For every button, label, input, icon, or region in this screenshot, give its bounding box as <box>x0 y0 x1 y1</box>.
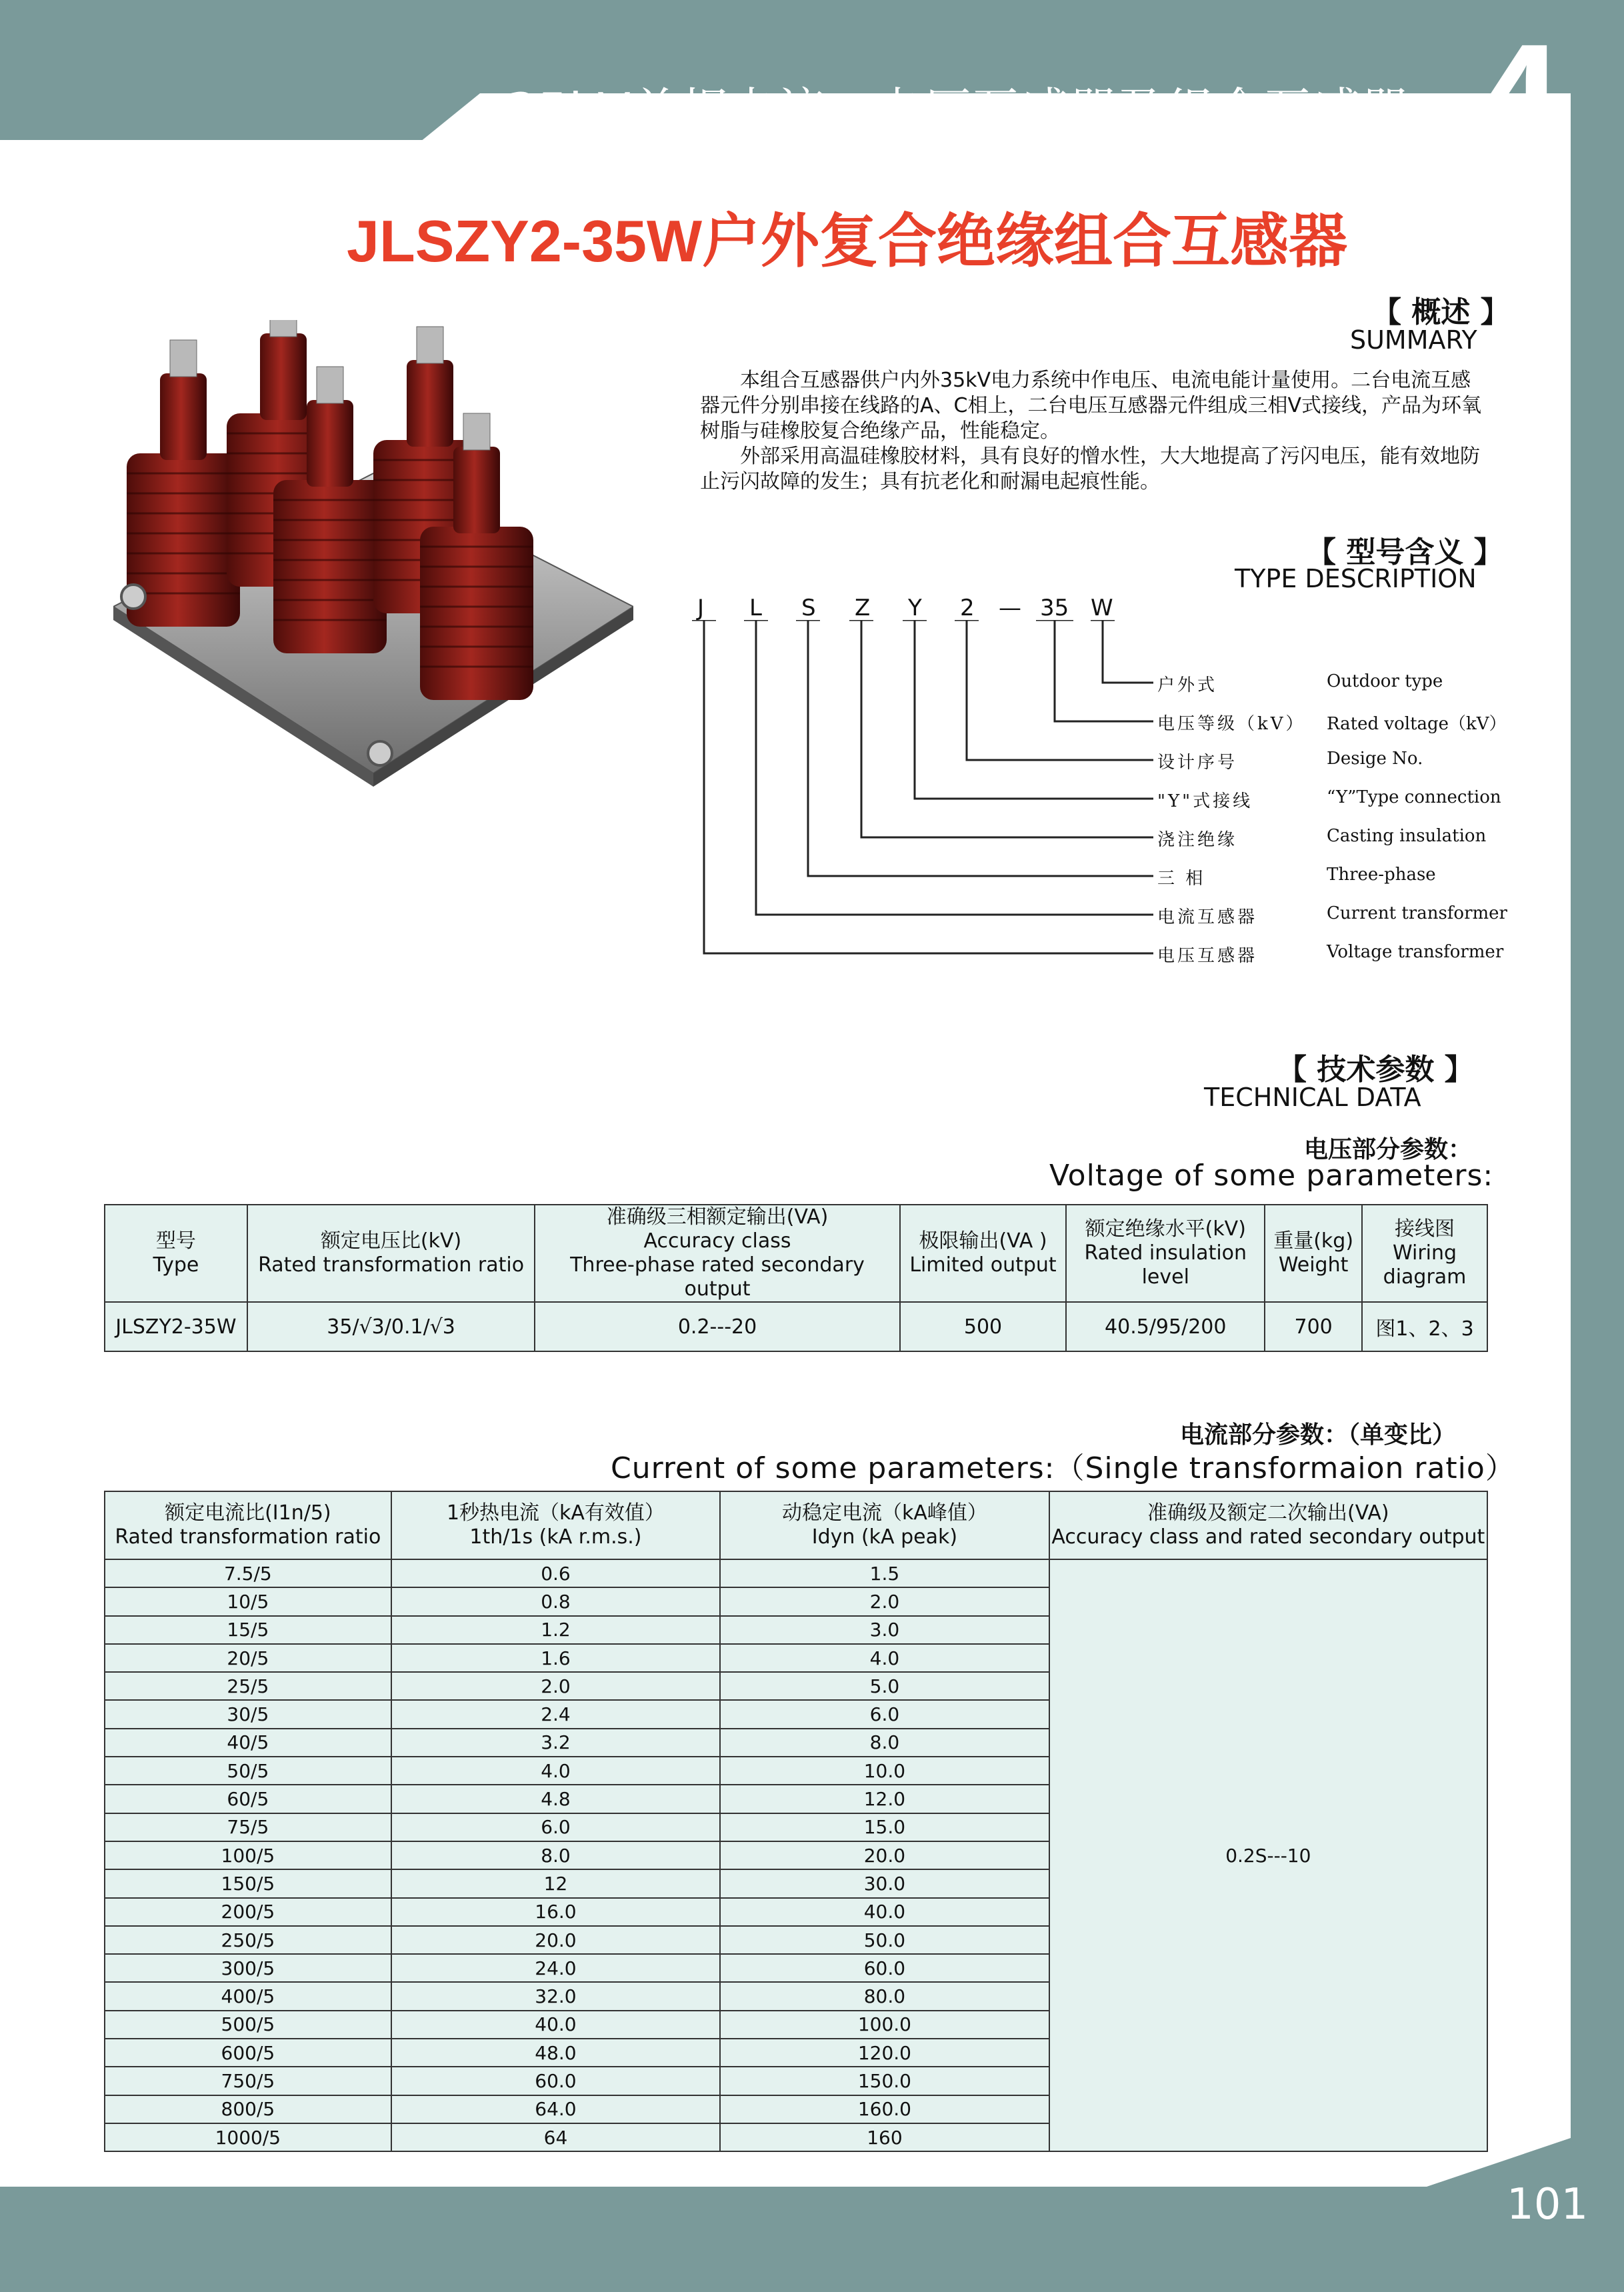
type-letter-s: S <box>801 595 816 621</box>
current-cell: 6.0 <box>391 1813 720 1841</box>
type-letter-2: 2 <box>960 595 975 621</box>
current-table <box>104 1491 1488 2152</box>
current-cell: 15.0 <box>720 1813 1049 1841</box>
voltage-subhead-cn: 电压部分参数： <box>1304 1136 1473 1163</box>
current-cell: 20.0 <box>720 1841 1049 1869</box>
type-heading-en: TYPE DESCRIPTION <box>1235 564 1477 593</box>
chapter-number: 4 <box>1473 11 1563 189</box>
current-cell: 800/5 <box>105 2095 391 2123</box>
current-subhead-cn: 电流部分参数：（单变比） <box>1180 1421 1457 1449</box>
current-cell: 40/5 <box>105 1729 391 1757</box>
voltage-header-limited: 极限输出(VA ) Limited output <box>900 1205 1067 1302</box>
current-cell: 6.0 <box>720 1700 1049 1728</box>
current-cell: 1000/5 <box>105 2123 391 2151</box>
current-cell: 100/5 <box>105 1841 391 1869</box>
type-label-design-cn: 设计序号 <box>1157 753 1238 773</box>
summary-paragraph-1: 本组合互感器供户内外35kV电力系统中作电压、电流电能计量使用。二台电流互感器元件分别串接在线路的A、C相上，二台电压互感器元件组成三相V式接线，产品为环氧树脂与硅橡胶复合绝缘产品，性能稳定。 <box>700 369 1481 443</box>
current-cell: 8.0 <box>720 1729 1049 1757</box>
type-letter-dash: — <box>999 595 1021 621</box>
current-header-dynamic: 动稳定电流（kA峰值） Idyn (kA peak) <box>720 1491 1049 1559</box>
current-header-accuracy: 准确级及额定二次输出(VA) Accuracy class and rated secondary output <box>1049 1491 1487 1559</box>
current-cell: 300/5 <box>105 1954 391 1982</box>
type-letter-y: Y <box>908 595 922 621</box>
type-label-phase-cn: 三 相 <box>1157 869 1206 889</box>
type-heading-cn: 【 型号含义 】 <box>1307 535 1503 569</box>
current-cell: 150.0 <box>720 2067 1049 2095</box>
current-cell: 4.8 <box>391 1785 720 1813</box>
current-cell: 15/5 <box>105 1616 391 1644</box>
current-cell: 7.5/5 <box>105 1559 391 1587</box>
type-label-voltage-cn: 电压等级（kV） <box>1157 714 1306 734</box>
voltage-table <box>104 1204 1488 1352</box>
current-cell: 2.0 <box>391 1672 720 1700</box>
voltage-table-row <box>105 1302 1487 1351</box>
voltage-cell-accuracy: 0.2---20 <box>535 1302 899 1351</box>
current-cell: 64.0 <box>391 2095 720 2123</box>
type-letter-35: 35 <box>1040 595 1069 621</box>
type-label-ct-en: Current transformer <box>1327 903 1507 923</box>
type-label-vt-cn: 电压互感器 <box>1157 946 1258 966</box>
type-label-casting-cn: 浇注绝缘 <box>1157 830 1238 850</box>
product-title: JLSZY2-35W户外复合绝缘组合互感器 <box>347 208 1348 274</box>
current-cell: 40.0 <box>391 2011 720 2039</box>
current-cell: 120.0 <box>720 2039 1049 2067</box>
tech-heading-en: TECHNICAL DATA <box>1204 1083 1421 1112</box>
current-cell: 30.0 <box>720 1869 1049 1897</box>
bottom-band <box>0 2187 1624 2292</box>
header-tab <box>0 93 480 140</box>
summary-heading-en: SUMMARY <box>1350 325 1477 355</box>
current-cell: 20/5 <box>105 1644 391 1672</box>
type-label-casting-en: Casting insulation <box>1327 826 1487 846</box>
current-cell: 25/5 <box>105 1672 391 1700</box>
current-cell: 750/5 <box>105 2067 391 2095</box>
current-cell: 8.0 <box>391 1841 720 1869</box>
current-cell: 50.0 <box>720 1926 1049 1954</box>
voltage-cell-type: JLSZY2-35W <box>105 1302 247 1351</box>
current-cell: 40.0 <box>720 1898 1049 1926</box>
current-table-row <box>105 1559 1487 1587</box>
current-cell: 50/5 <box>105 1757 391 1785</box>
tech-heading-cn: 【 技术参数 】 <box>1277 1053 1474 1087</box>
current-cell: 10/5 <box>105 1587 391 1615</box>
current-cell: 160.0 <box>720 2095 1049 2123</box>
voltage-subhead-en: Voltage of some parameters: <box>1049 1159 1494 1193</box>
current-cell: 10.0 <box>720 1757 1049 1785</box>
voltage-header-weight: 重量(kg) Weight <box>1265 1205 1362 1302</box>
type-label-voltage-en: Rated voltage（kV） <box>1327 714 1507 734</box>
type-label-phase-en: Three-phase <box>1327 865 1436 885</box>
current-cell: 2.4 <box>391 1700 720 1728</box>
current-cell: 200/5 <box>105 1898 391 1926</box>
current-cell: 400/5 <box>105 1982 391 2010</box>
current-cell: 30/5 <box>105 1700 391 1728</box>
product-photo <box>113 320 633 787</box>
current-cell: 4.0 <box>391 1757 720 1785</box>
voltage-header-ratio: 额定电压比(kV) Rated transformation ratio <box>247 1205 535 1302</box>
type-label-outdoor-cn: 户外式 <box>1157 675 1218 695</box>
current-subhead-en: Current of some parameters:（Single transformaion ratio） <box>611 1451 1515 1485</box>
current-cell: 600/5 <box>105 2039 391 2067</box>
current-cell: 4.0 <box>720 1644 1049 1672</box>
current-cell: 2.0 <box>720 1587 1049 1615</box>
voltage-cell-ratio: 35/√3/0.1/√3 <box>247 1302 535 1351</box>
current-cell: 150/5 <box>105 1869 391 1897</box>
current-cell: 1.2 <box>391 1616 720 1644</box>
type-diagram-lines <box>687 620 1167 967</box>
current-cell: 3.2 <box>391 1729 720 1757</box>
current-cell: 0.6 <box>391 1559 720 1587</box>
current-cell: 80.0 <box>720 1982 1049 2010</box>
current-cell: 24.0 <box>391 1954 720 1982</box>
current-cell: 100.0 <box>720 2011 1049 2039</box>
current-cell: 250/5 <box>105 1926 391 1954</box>
current-cell: 3.0 <box>720 1616 1049 1644</box>
current-cell: 0.8 <box>391 1587 720 1615</box>
page-number: 101 <box>1507 2180 1589 2229</box>
current-cell: 12.0 <box>720 1785 1049 1813</box>
current-cell: 48.0 <box>391 2039 720 2067</box>
current-cell: 60/5 <box>105 1785 391 1813</box>
type-label-ct-cn: 电流互感器 <box>1157 907 1258 927</box>
current-table-header <box>105 1491 1487 1559</box>
summary-paragraph-2: 外部采用高温硅橡胶材料，具有良好的憎水性，大大地提高了污闪电压，能有效地防止污闪故障的发生；具有抗老化和耐漏电起痕性能。 <box>700 445 1480 493</box>
current-cell: 60.0 <box>720 1954 1049 1982</box>
voltage-cell-limited: 500 <box>900 1302 1067 1351</box>
current-cell: 16.0 <box>391 1898 720 1926</box>
summary-heading-cn: 【 概述 】 <box>1372 295 1510 329</box>
type-label-y-cn: "Y"式接线 <box>1157 791 1253 811</box>
current-cell: 75/5 <box>105 1813 391 1841</box>
type-letter-z: Z <box>855 595 871 621</box>
type-letter-j: J <box>697 595 705 621</box>
voltage-cell-insulation: 40.5/95/200 <box>1066 1302 1265 1351</box>
current-cell: 5.0 <box>720 1672 1049 1700</box>
voltage-header-wiring: 接线图 Wiring diagram <box>1362 1205 1487 1302</box>
voltage-table-header <box>105 1205 1487 1302</box>
current-cell: 1.6 <box>391 1644 720 1672</box>
current-cell: 1.5 <box>720 1559 1049 1587</box>
current-cell: 20.0 <box>391 1926 720 1954</box>
type-letter-w: W <box>1091 595 1113 621</box>
section-title: 35kV单相电流、电压互感器及组合互感器 <box>507 83 1410 139</box>
voltage-header-insulation: 额定绝缘水平(kV) Rated insulation level <box>1066 1205 1265 1302</box>
type-label-design-en: Desige No. <box>1327 749 1423 769</box>
current-cell: 64 <box>391 2123 720 2151</box>
voltage-cell-weight: 700 <box>1265 1302 1362 1351</box>
voltage-cell-wiring: 图1、2、3 <box>1362 1302 1487 1351</box>
current-cell: 32.0 <box>391 1982 720 2010</box>
current-cell: 500/5 <box>105 2011 391 2039</box>
type-label-y-en: “Y”Type connection <box>1327 787 1501 807</box>
current-header-thermal: 1秒热电流（kA有效值） 1th/1s (kA r.m.s.) <box>391 1491 720 1559</box>
voltage-header-type: 型号 Type <box>105 1205 247 1302</box>
voltage-header-accuracy: 准确级三相额定输出(VA) Accuracy class Three-phase rated secondary output <box>535 1205 899 1302</box>
type-label-vt-en: Voltage transformer <box>1327 942 1504 962</box>
current-cell: 160 <box>720 2123 1049 2151</box>
current-cell: 60.0 <box>391 2067 720 2095</box>
current-header-ratio: 额定电流比(I1n/5) Rated transformation ratio <box>105 1491 391 1559</box>
current-cell-accuracy: 0.2S---10 <box>1049 1559 1487 2151</box>
type-letter-l: L <box>749 595 762 621</box>
type-label-outdoor-en: Outdoor type <box>1327 671 1443 691</box>
current-cell: 12 <box>391 1869 720 1897</box>
